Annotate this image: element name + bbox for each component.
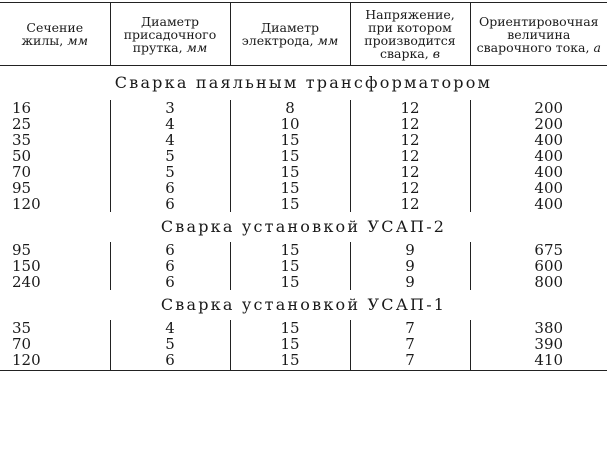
table-row — [0, 132, 607, 148]
section-header-row — [0, 290, 607, 320]
table-row — [0, 336, 607, 352]
cell-electrode-diameter: 15 — [230, 180, 350, 196]
cell-filler-rod-diameter: 6 — [110, 196, 230, 212]
cell-filler-rod-diameter: 5 — [110, 164, 230, 180]
unit-label: в — [432, 46, 440, 61]
cell-electrode-diameter: 15 — [230, 336, 350, 352]
cell-welding-current: 400 — [470, 132, 607, 148]
cell-filler-rod-diameter: 3 — [110, 100, 230, 116]
cell-electrode-diameter: 8 — [230, 100, 350, 116]
cell-electrode-diameter: 15 — [230, 258, 350, 274]
cell-welding-current: 400 — [470, 164, 607, 180]
cell-welding-voltage: 12 — [350, 164, 470, 180]
cell-welding-current: 390 — [470, 336, 607, 352]
cell-welding-current: 400 — [470, 196, 607, 212]
cell-conductor-section: 35 — [12, 131, 32, 149]
welding-parameters-table — [0, 2, 607, 371]
cell-welding-current: 410 — [470, 352, 607, 371]
table-row — [0, 148, 607, 164]
cell-conductor-section: 25 — [12, 115, 32, 133]
cell-filler-rod-diameter: 5 — [110, 148, 230, 164]
cell-welding-voltage: 12 — [350, 180, 470, 196]
section-header-row — [0, 212, 607, 242]
table-row — [0, 320, 607, 336]
section-title: Сварка установкой УСАП-1 — [160, 295, 447, 314]
cell-filler-rod-diameter: 4 — [110, 320, 230, 336]
cell-filler-rod-diameter: 4 — [110, 116, 230, 132]
cell-welding-current: 675 — [470, 242, 607, 258]
cell-conductor-section: 150 — [12, 257, 41, 275]
table-row — [0, 196, 607, 212]
table-row — [0, 242, 607, 258]
cell-conductor-section: 95 — [12, 179, 32, 197]
cell-electrode-diameter: 15 — [230, 274, 350, 290]
cell-conductor-section: 16 — [12, 99, 32, 117]
unit-label: мм — [317, 33, 339, 48]
cell-electrode-diameter: 15 — [230, 242, 350, 258]
cell-welding-current: 600 — [470, 258, 607, 274]
table-row — [0, 100, 607, 116]
cell-conductor-section: 240 — [12, 273, 41, 291]
table-row — [0, 180, 607, 196]
cell-welding-voltage: 12 — [350, 196, 470, 212]
cell-welding-voltage: 12 — [350, 100, 470, 116]
cell-electrode-diameter: 15 — [230, 352, 350, 371]
cell-conductor-section: 50 — [12, 147, 32, 165]
cell-filler-rod-diameter: 6 — [110, 258, 230, 274]
cell-filler-rod-diameter: 6 — [110, 180, 230, 196]
cell-welding-current: 400 — [470, 180, 607, 196]
cell-welding-voltage: 7 — [350, 320, 470, 336]
cell-welding-voltage: 7 — [350, 352, 470, 371]
cell-welding-current: 400 — [470, 148, 607, 164]
header-conductor-section: Сечение жилы, мм — [0, 3, 110, 66]
section-header-row — [0, 66, 607, 101]
cell-welding-current: 800 — [470, 274, 607, 290]
header-filler-rod-diameter: Диаметр присадочного прутка, мм — [110, 3, 230, 66]
cell-welding-voltage: 12 — [350, 116, 470, 132]
cell-welding-voltage: 7 — [350, 336, 470, 352]
cell-welding-current: 200 — [470, 100, 607, 116]
cell-conductor-section: 95 — [12, 241, 32, 259]
table-row — [0, 258, 607, 274]
cell-electrode-diameter: 15 — [230, 196, 350, 212]
cell-welding-voltage: 12 — [350, 148, 470, 164]
cell-conductor-section: 70 — [12, 335, 32, 353]
unit-label: мм — [67, 33, 88, 48]
cell-welding-current: 200 — [470, 116, 607, 132]
cell-filler-rod-diameter: 6 — [110, 352, 230, 371]
table-row — [0, 164, 607, 180]
cell-electrode-diameter: 10 — [230, 116, 350, 132]
cell-welding-voltage: 9 — [350, 242, 470, 258]
unit-label: а — [593, 39, 601, 55]
cell-filler-rod-diameter: 6 — [110, 274, 230, 290]
unit-label: мм — [186, 39, 208, 55]
cell-conductor-section: 120 — [0, 352, 110, 371]
header-welding-current: Ориентировочная величина сварочного тока, а — [470, 3, 607, 66]
section-title: Сварка установкой УСАП-2 — [160, 217, 447, 236]
table-header — [0, 3, 607, 66]
table-row — [0, 352, 607, 371]
cell-welding-voltage: 9 — [350, 274, 470, 290]
cell-conductor-section: 120 — [12, 195, 41, 213]
table-body — [0, 66, 607, 371]
cell-welding-voltage: 9 — [350, 258, 470, 274]
cell-filler-rod-diameter: 6 — [110, 242, 230, 258]
cell-electrode-diameter: 15 — [230, 148, 350, 164]
table-row — [0, 116, 607, 132]
cell-conductor-section: 35 — [12, 319, 32, 337]
cell-welding-current: 380 — [470, 320, 607, 336]
cell-electrode-diameter: 15 — [230, 320, 350, 336]
cell-conductor-section: 70 — [12, 163, 32, 181]
cell-filler-rod-diameter: 5 — [110, 336, 230, 352]
header-welding-voltage: Напряжение, при котором производится сварка, в — [350, 3, 470, 66]
section-title: Сварка паяльным трансформатором — [114, 73, 493, 92]
table-row — [0, 274, 607, 290]
cell-electrode-diameter: 15 — [230, 164, 350, 180]
header-electrode-diameter: Диаметр электрода, мм — [230, 3, 350, 66]
cell-electrode-diameter: 15 — [230, 132, 350, 148]
cell-welding-voltage: 12 — [350, 132, 470, 148]
cell-filler-rod-diameter: 4 — [110, 132, 230, 148]
